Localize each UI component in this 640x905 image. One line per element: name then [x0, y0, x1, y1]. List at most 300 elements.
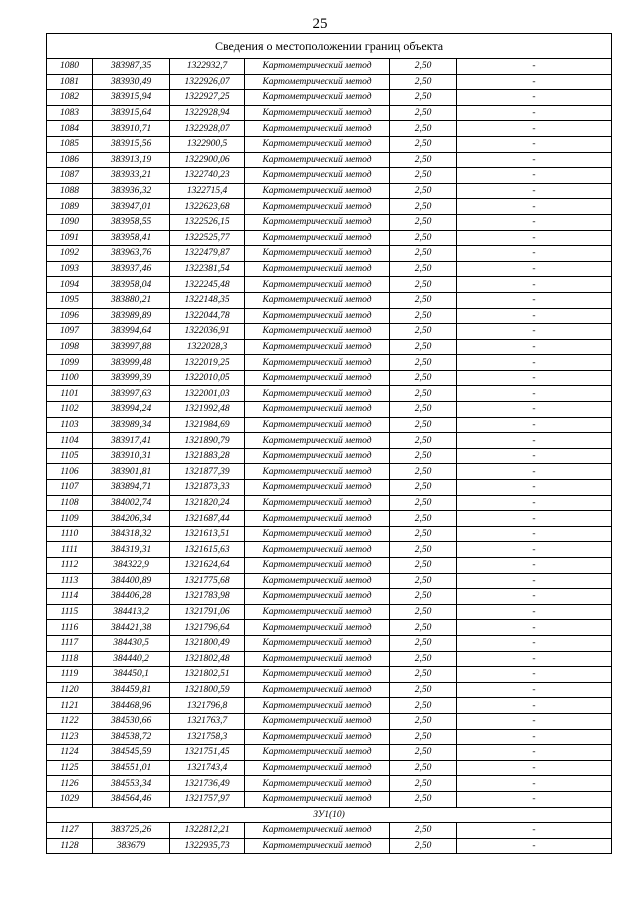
x-coordinate-cell: 383989,34: [93, 417, 170, 433]
method-cell: Картометрический метод: [245, 230, 390, 246]
x-coordinate-cell: 384450,1: [93, 667, 170, 683]
description-cell: -: [457, 105, 612, 121]
method-cell: Картометрический метод: [245, 90, 390, 106]
point-number-cell: 1122: [47, 713, 93, 729]
accuracy-cell: 2,50: [390, 698, 457, 714]
point-number-cell: 1116: [47, 620, 93, 636]
x-coordinate-cell: 383725,26: [93, 823, 170, 839]
table-row: [47, 370, 612, 386]
table-title: Сведения о местоположении границ объекта: [47, 34, 612, 59]
x-coordinate-cell: 383894,71: [93, 480, 170, 496]
y-coordinate-cell: 1321624,64: [170, 558, 245, 574]
accuracy-cell: 2,50: [390, 277, 457, 293]
table-row: [47, 698, 612, 714]
x-coordinate-cell: 383913,19: [93, 152, 170, 168]
accuracy-cell: 2,50: [390, 589, 457, 605]
description-cell: -: [457, 480, 612, 496]
x-coordinate-cell: 384553,34: [93, 776, 170, 792]
point-number-cell: 1109: [47, 511, 93, 527]
x-coordinate-cell: 383915,64: [93, 105, 170, 121]
table-row: [47, 729, 612, 745]
description-cell: -: [457, 152, 612, 168]
method-cell: Картометрический метод: [245, 448, 390, 464]
y-coordinate-cell: 1322928,94: [170, 105, 245, 121]
table-row: [47, 604, 612, 620]
method-cell: Картометрический метод: [245, 542, 390, 558]
point-number-cell: 1108: [47, 495, 93, 511]
y-coordinate-cell: 1321890,79: [170, 433, 245, 449]
description-cell: -: [457, 838, 612, 854]
accuracy-cell: 2,50: [390, 433, 457, 449]
x-coordinate-cell: 384206,34: [93, 511, 170, 527]
method-cell: Картометрический метод: [245, 698, 390, 714]
x-coordinate-cell: 384421,38: [93, 620, 170, 636]
y-coordinate-cell: 1321757,97: [170, 791, 245, 807]
accuracy-cell: 2,50: [390, 480, 457, 496]
point-number-cell: 1104: [47, 433, 93, 449]
method-cell: Картометрический метод: [245, 604, 390, 620]
description-cell: -: [457, 183, 612, 199]
y-coordinate-cell: 1321800,59: [170, 682, 245, 698]
point-number-cell: 1095: [47, 292, 93, 308]
accuracy-cell: 2,50: [390, 183, 457, 199]
description-cell: -: [457, 214, 612, 230]
point-number-cell: 1110: [47, 526, 93, 542]
description-cell: -: [457, 230, 612, 246]
accuracy-cell: 2,50: [390, 791, 457, 807]
accuracy-cell: 2,50: [390, 230, 457, 246]
accuracy-cell: 2,50: [390, 386, 457, 402]
point-number-cell: 1100: [47, 370, 93, 386]
method-cell: Картометрический метод: [245, 246, 390, 262]
accuracy-cell: 2,50: [390, 105, 457, 121]
table-row: [47, 246, 612, 262]
table-row: [47, 542, 612, 558]
table-row: [47, 823, 612, 839]
table-row: [47, 339, 612, 355]
description-cell: -: [457, 791, 612, 807]
point-number-cell: 1128: [47, 838, 93, 854]
y-coordinate-cell: 1321736,49: [170, 776, 245, 792]
description-cell: -: [457, 417, 612, 433]
method-cell: Картометрический метод: [245, 635, 390, 651]
table-row: [47, 230, 612, 246]
y-coordinate-cell: 1322381,54: [170, 261, 245, 277]
point-number-cell: 1091: [47, 230, 93, 246]
accuracy-cell: 2,50: [390, 635, 457, 651]
description-cell: -: [457, 433, 612, 449]
point-number-cell: 1096: [47, 308, 93, 324]
table-row: [47, 136, 612, 152]
table-row: [47, 682, 612, 698]
method-cell: Картометрический метод: [245, 682, 390, 698]
y-coordinate-cell: 1321877,39: [170, 464, 245, 480]
accuracy-cell: 2,50: [390, 402, 457, 418]
description-cell: -: [457, 339, 612, 355]
description-cell: -: [457, 589, 612, 605]
x-coordinate-cell: 384406,28: [93, 589, 170, 605]
method-cell: Картометрический метод: [245, 136, 390, 152]
y-coordinate-cell: 1321802,48: [170, 651, 245, 667]
description-cell: -: [457, 261, 612, 277]
x-coordinate-cell: 384459,81: [93, 682, 170, 698]
point-number-cell: 1115: [47, 604, 93, 620]
x-coordinate-cell: 384400,89: [93, 573, 170, 589]
method-cell: Картометрический метод: [245, 838, 390, 854]
x-coordinate-cell: 383947,01: [93, 199, 170, 215]
accuracy-cell: 2,50: [390, 573, 457, 589]
x-coordinate-cell: 383915,94: [93, 90, 170, 106]
y-coordinate-cell: 1321820,24: [170, 495, 245, 511]
description-cell: -: [457, 526, 612, 542]
method-cell: Картометрический метод: [245, 370, 390, 386]
description-cell: -: [457, 74, 612, 90]
point-number-cell: 1102: [47, 402, 93, 418]
x-coordinate-cell: 384440,2: [93, 651, 170, 667]
table-row: [47, 791, 612, 807]
x-coordinate-cell: 383679: [93, 838, 170, 854]
x-coordinate-cell: 384322,9: [93, 558, 170, 574]
accuracy-cell: 2,50: [390, 339, 457, 355]
x-coordinate-cell: 383910,71: [93, 121, 170, 137]
table-row: [47, 495, 612, 511]
point-number-cell: 1085: [47, 136, 93, 152]
x-coordinate-cell: 383930,49: [93, 74, 170, 90]
description-cell: -: [457, 59, 612, 75]
x-coordinate-cell: 384318,32: [93, 526, 170, 542]
description-cell: -: [457, 136, 612, 152]
y-coordinate-cell: 1321613,51: [170, 526, 245, 542]
x-coordinate-cell: 384564,46: [93, 791, 170, 807]
method-cell: Картометрический метод: [245, 386, 390, 402]
x-coordinate-cell: 384530,66: [93, 713, 170, 729]
point-number-cell: 1082: [47, 90, 93, 106]
description-cell: -: [457, 355, 612, 371]
table-row: [47, 713, 612, 729]
y-coordinate-cell: 1321758,3: [170, 729, 245, 745]
x-coordinate-cell: 383997,63: [93, 386, 170, 402]
description-cell: -: [457, 729, 612, 745]
x-coordinate-cell: 383994,24: [93, 402, 170, 418]
table-row: [47, 480, 612, 496]
description-cell: -: [457, 464, 612, 480]
table-row: [47, 277, 612, 293]
point-number-cell: 1117: [47, 635, 93, 651]
point-number-cell: 1092: [47, 246, 93, 262]
method-cell: Картометрический метод: [245, 214, 390, 230]
method-cell: Картометрический метод: [245, 745, 390, 761]
point-number-cell: 1090: [47, 214, 93, 230]
point-number-cell: 1087: [47, 168, 93, 184]
accuracy-cell: 2,50: [390, 355, 457, 371]
accuracy-cell: 2,50: [390, 542, 457, 558]
x-coordinate-cell: 384413,2: [93, 604, 170, 620]
y-coordinate-cell: 1322245,48: [170, 277, 245, 293]
method-cell: Картометрический метод: [245, 183, 390, 199]
accuracy-cell: 2,50: [390, 495, 457, 511]
point-number-cell: 1125: [47, 760, 93, 776]
y-coordinate-cell: 1322623,68: [170, 199, 245, 215]
page-number: 25: [312, 16, 328, 32]
method-cell: Картометрический метод: [245, 480, 390, 496]
table-row: [47, 355, 612, 371]
x-coordinate-cell: 383963,76: [93, 246, 170, 262]
y-coordinate-cell: 1322932,7: [170, 59, 245, 75]
accuracy-cell: 2,50: [390, 90, 457, 106]
method-cell: Картометрический метод: [245, 526, 390, 542]
y-coordinate-cell: 1322928,07: [170, 121, 245, 137]
method-cell: Картометрический метод: [245, 589, 390, 605]
table-row: [47, 464, 612, 480]
method-cell: Картометрический метод: [245, 324, 390, 340]
description-cell: -: [457, 90, 612, 106]
y-coordinate-cell: 1321984,69: [170, 417, 245, 433]
description-cell: -: [457, 651, 612, 667]
accuracy-cell: 2,50: [390, 417, 457, 433]
point-number-cell: 1105: [47, 448, 93, 464]
point-number-cell: 1106: [47, 464, 93, 480]
x-coordinate-cell: 383917,41: [93, 433, 170, 449]
description-cell: -: [457, 168, 612, 184]
y-coordinate-cell: 1321800,49: [170, 635, 245, 651]
x-coordinate-cell: 383880,21: [93, 292, 170, 308]
y-coordinate-cell: 1321763,7: [170, 713, 245, 729]
table-row: [47, 261, 612, 277]
section-label: ЗУ1(10): [47, 807, 612, 823]
method-cell: Картометрический метод: [245, 199, 390, 215]
y-coordinate-cell: 1321743,4: [170, 760, 245, 776]
method-cell: Картометрический метод: [245, 433, 390, 449]
description-cell: -: [457, 277, 612, 293]
accuracy-cell: 2,50: [390, 729, 457, 745]
x-coordinate-cell: 384002,74: [93, 495, 170, 511]
y-coordinate-cell: 1322010,05: [170, 370, 245, 386]
description-cell: -: [457, 246, 612, 262]
point-number-cell: 1093: [47, 261, 93, 277]
accuracy-cell: 2,50: [390, 324, 457, 340]
accuracy-cell: 2,50: [390, 448, 457, 464]
table-row: [47, 308, 612, 324]
description-cell: -: [457, 308, 612, 324]
point-number-cell: 1123: [47, 729, 93, 745]
y-coordinate-cell: 1322525,77: [170, 230, 245, 246]
method-cell: Картометрический метод: [245, 823, 390, 839]
description-cell: -: [457, 370, 612, 386]
accuracy-cell: 2,50: [390, 745, 457, 761]
point-number-cell: 1113: [47, 573, 93, 589]
method-cell: Картометрический метод: [245, 168, 390, 184]
point-number-cell: 1098: [47, 339, 93, 355]
table-row: [47, 214, 612, 230]
table-row: [47, 651, 612, 667]
description-cell: -: [457, 511, 612, 527]
point-number-cell: 1111: [47, 542, 93, 558]
accuracy-cell: 2,50: [390, 667, 457, 683]
x-coordinate-cell: 384551,01: [93, 760, 170, 776]
point-number-cell: 1088: [47, 183, 93, 199]
method-cell: Картометрический метод: [245, 292, 390, 308]
y-coordinate-cell: 1322479,87: [170, 246, 245, 262]
y-coordinate-cell: 1321992,48: [170, 402, 245, 418]
y-coordinate-cell: 1321796,8: [170, 698, 245, 714]
method-cell: Картометрический метод: [245, 573, 390, 589]
description-cell: -: [457, 386, 612, 402]
x-coordinate-cell: 383915,56: [93, 136, 170, 152]
table-row: [47, 402, 612, 418]
y-coordinate-cell: 1321873,33: [170, 480, 245, 496]
y-coordinate-cell: 1322927,25: [170, 90, 245, 106]
table-row: [47, 667, 612, 683]
point-number-cell: 1121: [47, 698, 93, 714]
x-coordinate-cell: 383999,48: [93, 355, 170, 371]
y-coordinate-cell: 1321783,98: [170, 589, 245, 605]
accuracy-cell: 2,50: [390, 511, 457, 527]
table-row: [47, 121, 612, 137]
y-coordinate-cell: 1322900,06: [170, 152, 245, 168]
method-cell: Картометрический метод: [245, 729, 390, 745]
accuracy-cell: 2,50: [390, 214, 457, 230]
x-coordinate-cell: 383936,32: [93, 183, 170, 199]
y-coordinate-cell: 1322900,5: [170, 136, 245, 152]
description-cell: -: [457, 448, 612, 464]
accuracy-cell: 2,50: [390, 823, 457, 839]
point-number-cell: 1114: [47, 589, 93, 605]
accuracy-cell: 2,50: [390, 526, 457, 542]
y-coordinate-cell: 1322001,03: [170, 386, 245, 402]
description-cell: -: [457, 573, 612, 589]
table-row: [47, 386, 612, 402]
accuracy-cell: 2,50: [390, 604, 457, 620]
method-cell: Картометрический метод: [245, 59, 390, 75]
table-row: [47, 105, 612, 121]
table-row: [47, 324, 612, 340]
method-cell: Картометрический метод: [245, 417, 390, 433]
x-coordinate-cell: 384468,96: [93, 698, 170, 714]
y-coordinate-cell: 1321687,44: [170, 511, 245, 527]
method-cell: Картометрический метод: [245, 495, 390, 511]
description-cell: -: [457, 121, 612, 137]
point-number-cell: 1101: [47, 386, 93, 402]
table-row: [47, 417, 612, 433]
description-cell: -: [457, 558, 612, 574]
description-cell: -: [457, 698, 612, 714]
description-cell: -: [457, 292, 612, 308]
boundary-coordinates-table: [46, 33, 612, 854]
x-coordinate-cell: 383933,21: [93, 168, 170, 184]
description-cell: -: [457, 682, 612, 698]
description-cell: -: [457, 823, 612, 839]
method-cell: Картометрический метод: [245, 464, 390, 480]
x-coordinate-cell: 384319,31: [93, 542, 170, 558]
x-coordinate-cell: 383989,89: [93, 308, 170, 324]
description-cell: -: [457, 745, 612, 761]
accuracy-cell: 2,50: [390, 464, 457, 480]
method-cell: Картометрический метод: [245, 105, 390, 121]
y-coordinate-cell: 1321615,63: [170, 542, 245, 558]
method-cell: Картометрический метод: [245, 511, 390, 527]
description-cell: -: [457, 760, 612, 776]
y-coordinate-cell: 1322526,15: [170, 214, 245, 230]
y-coordinate-cell: 1321775,68: [170, 573, 245, 589]
method-cell: Картометрический метод: [245, 402, 390, 418]
x-coordinate-cell: 383910,31: [93, 448, 170, 464]
table-row: [47, 620, 612, 636]
point-number-cell: 1103: [47, 417, 93, 433]
x-coordinate-cell: 384430,5: [93, 635, 170, 651]
method-cell: Картометрический метод: [245, 152, 390, 168]
description-cell: -: [457, 667, 612, 683]
table-row: [47, 511, 612, 527]
description-cell: -: [457, 199, 612, 215]
accuracy-cell: 2,50: [390, 760, 457, 776]
table-row: [47, 776, 612, 792]
y-coordinate-cell: 1321883,28: [170, 448, 245, 464]
point-number-cell: 1083: [47, 105, 93, 121]
method-cell: Картометрический метод: [245, 760, 390, 776]
y-coordinate-cell: 1321791,06: [170, 604, 245, 620]
point-number-cell: 1081: [47, 74, 93, 90]
y-coordinate-cell: 1322740,23: [170, 168, 245, 184]
x-coordinate-cell: 383958,55: [93, 214, 170, 230]
table-row: [47, 838, 612, 854]
method-cell: Картометрический метод: [245, 339, 390, 355]
accuracy-cell: 2,50: [390, 308, 457, 324]
point-number-cell: 1124: [47, 745, 93, 761]
accuracy-cell: 2,50: [390, 713, 457, 729]
accuracy-cell: 2,50: [390, 651, 457, 667]
y-coordinate-cell: 1322148,35: [170, 292, 245, 308]
x-coordinate-cell: 383937,46: [93, 261, 170, 277]
point-number-cell: 1120: [47, 682, 93, 698]
accuracy-cell: 2,50: [390, 776, 457, 792]
accuracy-cell: 2,50: [390, 370, 457, 386]
method-cell: Картометрический метод: [245, 277, 390, 293]
table-row: [47, 433, 612, 449]
point-number-cell: 1126: [47, 776, 93, 792]
accuracy-cell: 2,50: [390, 168, 457, 184]
y-coordinate-cell: 1322019,25: [170, 355, 245, 371]
table-row: [47, 745, 612, 761]
point-number-cell: 1107: [47, 480, 93, 496]
method-cell: Картометрический метод: [245, 651, 390, 667]
method-cell: Картометрический метод: [245, 558, 390, 574]
point-number-cell: 1097: [47, 324, 93, 340]
table-row: [47, 59, 612, 75]
method-cell: Картометрический метод: [245, 355, 390, 371]
x-coordinate-cell: 383999,39: [93, 370, 170, 386]
table-row: [47, 589, 612, 605]
point-number-cell: 1089: [47, 199, 93, 215]
table-row: [47, 448, 612, 464]
point-number-cell: 1118: [47, 651, 93, 667]
table-row: [47, 199, 612, 215]
table-row: [47, 760, 612, 776]
accuracy-cell: 2,50: [390, 261, 457, 277]
accuracy-cell: 2,50: [390, 152, 457, 168]
x-coordinate-cell: 383997,88: [93, 339, 170, 355]
y-coordinate-cell: 1322028,3: [170, 339, 245, 355]
table-row: [47, 292, 612, 308]
method-cell: Картометрический метод: [245, 308, 390, 324]
y-coordinate-cell: 1322036,91: [170, 324, 245, 340]
description-cell: -: [457, 495, 612, 511]
method-cell: Картометрический метод: [245, 713, 390, 729]
table-row: [47, 526, 612, 542]
y-coordinate-cell: 1321802,51: [170, 667, 245, 683]
accuracy-cell: 2,50: [390, 682, 457, 698]
accuracy-cell: 2,50: [390, 59, 457, 75]
table-row: [47, 74, 612, 90]
